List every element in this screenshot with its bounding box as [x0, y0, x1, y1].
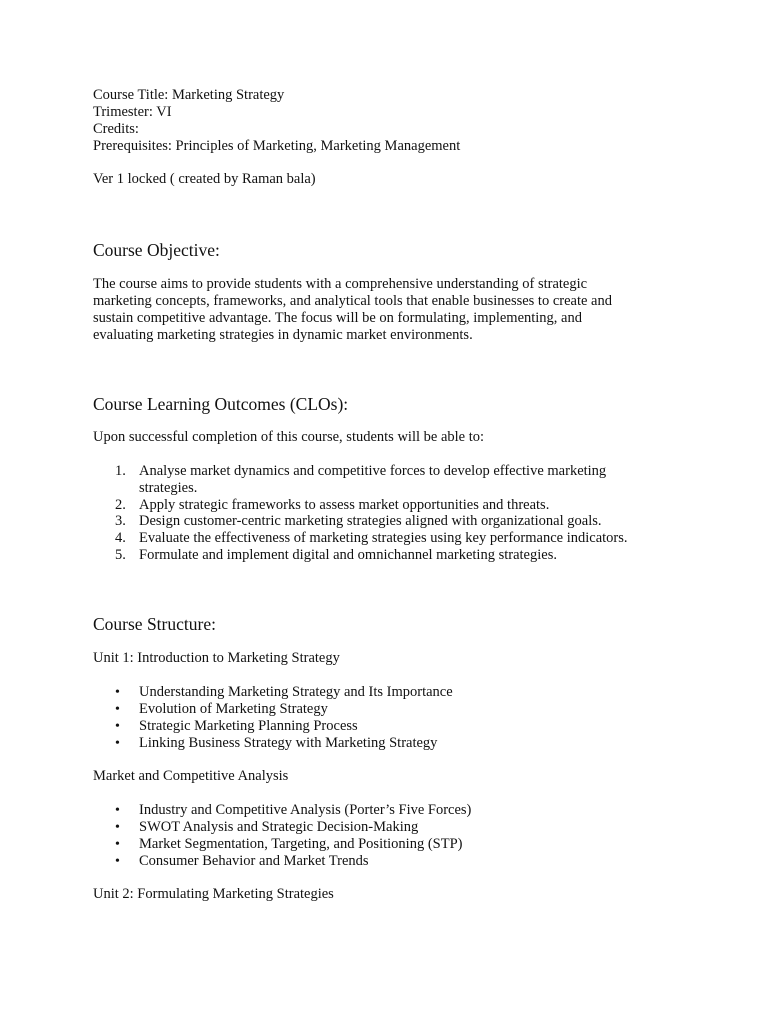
- outcome-number: 4.: [115, 530, 126, 547]
- objective-line: evaluating marketing strategies in dynamic market environments.: [93, 327, 473, 343]
- outcome-number: 3.: [115, 513, 126, 530]
- topic-item: [93, 735, 453, 752]
- outcome-number: 1.: [115, 463, 126, 479]
- unit2-title: [93, 886, 334, 903]
- version-note: Ver 1 locked ( created by Raman bala): [93, 171, 316, 187]
- outcome-text: Formulate and implement digital and omnichannel marketing strategies.: [139, 546, 557, 563]
- outcome-item: [93, 463, 628, 497]
- bullet-icon: •: [115, 719, 120, 734]
- course-title-line: Course Title: Marketing Strategy: [93, 87, 285, 103]
- topic-item: [93, 718, 453, 735]
- market-analysis-title: [93, 768, 288, 785]
- topic-item: [93, 684, 453, 701]
- topic-text: Strategic Marketing Planning Process: [139, 718, 358, 734]
- outcome-text: Analyse market dynamics and competitive forces to develop effective marketing: [139, 463, 607, 479]
- unit2-title-text: Unit 2: Formulating Marketing Strategies: [93, 886, 334, 902]
- topic-text: Understanding Marketing Strategy and Its Importance: [139, 684, 453, 700]
- outcome-item: [93, 530, 628, 547]
- bullet-icon: •: [115, 702, 120, 717]
- outcomes-heading: Course Learning Outcomes (CLOs):: [93, 394, 349, 414]
- bullet-icon: •: [115, 854, 120, 869]
- outcomes-list: [93, 463, 628, 564]
- bullet-icon: •: [115, 736, 120, 751]
- bullet-icon: •: [115, 803, 120, 818]
- outcomes-intro-text: Upon successful completion of this course, students will be able to:: [93, 429, 485, 445]
- outcomes-intro: [93, 429, 484, 446]
- unit1-title: [93, 650, 340, 667]
- outcome-number: 2.: [115, 496, 126, 513]
- market-analysis-title-text: Market and Competitive Analysis: [93, 768, 289, 784]
- prerequisites-line: Prerequisites: Principles of Marketing, Marketing Management: [93, 138, 461, 154]
- outcome-item: [93, 547, 628, 564]
- topic-item: [93, 819, 471, 836]
- outcome-text: Apply strategic frameworks to assess market opportunities and threats.: [139, 496, 550, 513]
- topic-text: Market Segmentation, Targeting, and Positioning (STP): [139, 836, 463, 852]
- topic-text: SWOT Analysis and Strategic Decision-Making: [139, 819, 419, 835]
- objective-heading: Course Objective:: [93, 240, 220, 260]
- topic-text: Linking Business Strategy with Marketing Strategy: [139, 735, 438, 751]
- outcome-text: Design customer-centric marketing strategies aligned with organizational goals.: [139, 513, 602, 530]
- credits-line: Credits:: [93, 121, 139, 137]
- topic-text: Industry and Competitive Analysis (Porter’s Five Forces): [139, 802, 472, 818]
- topic-item: [93, 853, 471, 870]
- objective-line: marketing concepts, frameworks, and analytical tools that enable businesses to create and: [93, 293, 612, 309]
- market-topic-list: [93, 802, 471, 870]
- topic-item: [93, 701, 453, 718]
- objective-paragraph: [93, 276, 612, 344]
- outcome-text-continued: strategies.: [139, 479, 198, 496]
- unit1-topic-list: [93, 684, 453, 752]
- course-meta: [93, 87, 460, 155]
- objective-line: The course aims to provide students with a comprehensive understanding of strategic: [93, 276, 588, 292]
- outcome-item: [93, 513, 628, 530]
- structure-heading: Course Structure:: [93, 614, 216, 634]
- objective-line: sustain competitive advantage. The focus will be on formulating, implementing, and: [93, 310, 582, 326]
- bullet-icon: •: [115, 820, 120, 835]
- bullet-icon: •: [115, 685, 120, 700]
- bullet-icon: •: [115, 837, 120, 852]
- outcome-text: Evaluate the effectiveness of marketing strategies using key performance indicators.: [139, 530, 628, 547]
- outcome-number: 5.: [115, 546, 126, 563]
- outcome-item: [93, 497, 628, 514]
- unit1-title-text: Unit 1: Introduction to Marketing Strategy: [93, 650, 340, 666]
- topic-item: [93, 836, 471, 853]
- topic-text: Evolution of Marketing Strategy: [139, 701, 328, 717]
- topic-item: [93, 802, 471, 819]
- trimester-line: Trimester: VI: [93, 104, 172, 120]
- topic-text: Consumer Behavior and Market Trends: [139, 853, 369, 869]
